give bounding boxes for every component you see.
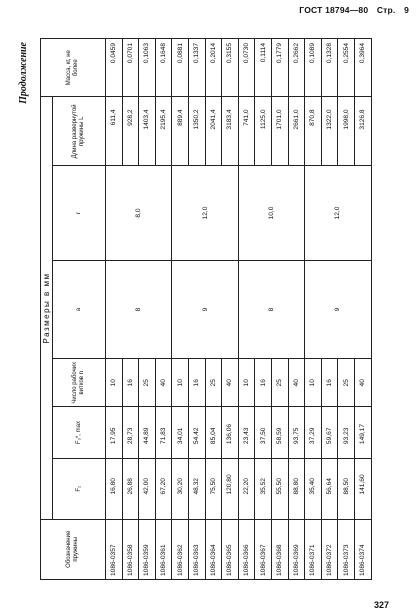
f1-cell: 26,88: [122, 459, 139, 519]
designation-cell: 1086-0362: [172, 519, 189, 579]
table-row: [305, 39, 322, 580]
designation-cell: 1086-0369: [288, 519, 305, 579]
mass-cell: 0,2014: [205, 39, 222, 97]
turns-cell: 25: [338, 359, 355, 407]
mass-cell: 0,1089: [305, 39, 322, 97]
designation-cell: 1086-0365: [222, 519, 239, 579]
f1-cell: 55,50: [271, 459, 288, 519]
r-cell: 12,0: [305, 166, 371, 260]
f1-cell: 35,52: [255, 459, 272, 519]
r-cell: 12,0: [172, 166, 238, 260]
length-cell: 1350,2: [188, 97, 205, 166]
mass-cell: 0,1063: [139, 39, 156, 97]
rotated-table-block: [18, 38, 400, 580]
mass-cell: 0,2662: [288, 39, 305, 97]
f3-cell: 28,73: [122, 407, 139, 459]
a-cell: 8: [106, 260, 172, 359]
f3-cell: 59,67: [321, 407, 338, 459]
designation-cell: 1086-0368: [271, 519, 288, 579]
a-cell: 8: [238, 260, 304, 359]
designation-cell: 1086-0361: [155, 519, 172, 579]
length-cell: 870,8: [305, 97, 322, 166]
mass-cell: 0,0730: [238, 39, 255, 97]
f3-cell: 93,23: [338, 407, 355, 459]
turns-cell: 16: [188, 359, 205, 407]
turns-cell: 40: [155, 359, 172, 407]
length-cell: 2661,0: [288, 97, 305, 166]
mass-cell: 0,1779: [271, 39, 288, 97]
page-header: [293, 5, 409, 15]
designation-cell: 1086-0357: [106, 519, 123, 579]
col-mass-header: Масса, кг, не более: [41, 39, 106, 97]
f3-cell: 149,17: [354, 407, 371, 459]
length-cell: 928,2: [122, 97, 139, 166]
length-cell: 611,4: [106, 97, 123, 166]
turns-cell: 16: [122, 359, 139, 407]
length-cell: 2195,4: [155, 97, 172, 166]
mass-cell: 0,1328: [321, 39, 338, 97]
col-length-header: Длина развернутой пружины L: [53, 97, 106, 166]
length-cell: 3183,4: [222, 97, 239, 166]
designation-cell: 1086-0373: [338, 519, 355, 579]
mass-cell: 0,1337: [188, 39, 205, 97]
mass-cell: 0,1114: [255, 39, 272, 97]
designation-cell: 1086-0358: [122, 519, 139, 579]
designation-cell: 1086-0359: [139, 519, 156, 579]
f3-cell: 54,42: [188, 407, 205, 459]
turns-cell: 40: [354, 359, 371, 407]
col-turns-header: Число рабочих витков n: [53, 359, 106, 407]
f1-cell: 42,00: [139, 459, 156, 519]
turns-cell: 10: [172, 359, 189, 407]
f1-cell: 141,60: [354, 459, 371, 519]
turns-cell: 40: [288, 359, 305, 407]
f1-cell: 88,50: [338, 459, 355, 519]
f1-cell: 67,20: [155, 459, 172, 519]
f1-cell: 35,40: [305, 459, 322, 519]
col-f1-header: F₁: [53, 459, 106, 519]
table-body: [106, 39, 372, 580]
length-cell: 3126,8: [354, 97, 371, 166]
page-number-bottom: 327: [373, 600, 389, 610]
page-label: Стр.: [376, 5, 396, 15]
f3-cell: 85,04: [205, 407, 222, 459]
mass-cell: 0,3964: [354, 39, 371, 97]
turns-cell: 25: [139, 359, 156, 407]
a-cell: 9: [172, 260, 238, 359]
f3-cell: 93,75: [288, 407, 305, 459]
length-cell: 1998,0: [338, 97, 355, 166]
length-cell: 1701,0: [271, 97, 288, 166]
mass-cell: 0,0881: [172, 39, 189, 97]
table-row: [172, 39, 189, 580]
mass-cell: 0,3155: [222, 39, 239, 97]
designation-cell: 1086-0366: [238, 519, 255, 579]
designation-cell: 1086-0363: [188, 519, 205, 579]
designation-cell: 1086-0371: [305, 519, 322, 579]
length-cell: 1322,0: [321, 97, 338, 166]
f1-cell: 48,32: [188, 459, 205, 519]
designation-cell: 1086-0367: [255, 519, 272, 579]
mass-cell: 0,0701: [122, 39, 139, 97]
designation-cell: 1086-0374: [354, 519, 371, 579]
turns-cell: 25: [271, 359, 288, 407]
col-r-header: r: [53, 166, 106, 260]
length-cell: 889,4: [172, 97, 189, 166]
f1-cell: 56,64: [321, 459, 338, 519]
f3-cell: 44,89: [139, 407, 156, 459]
page-number-top: 9: [404, 5, 409, 15]
group-header: Размеры в мм: [41, 97, 53, 519]
turns-cell: 25: [205, 359, 222, 407]
r-cell: 10,0: [238, 166, 304, 260]
f3-cell: 17,95: [106, 407, 123, 459]
turns-cell: 40: [222, 359, 239, 407]
dimensions-table: [40, 38, 372, 580]
f1-cell: 30,20: [172, 459, 189, 519]
mass-cell: 0,2554: [338, 39, 355, 97]
r-cell: 8,0: [106, 166, 172, 260]
f3-cell: 37,50: [255, 407, 272, 459]
f3-cell: 37,29: [305, 407, 322, 459]
turns-cell: 10: [238, 359, 255, 407]
length-cell: 1125,0: [255, 97, 272, 166]
f3-cell: 23,43: [238, 407, 255, 459]
turns-cell: 16: [255, 359, 272, 407]
col-designation-header: Обозначение пружины: [41, 519, 106, 579]
f1-cell: 75,50: [205, 459, 222, 519]
length-cell: 1403,4: [139, 97, 156, 166]
turns-cell: 16: [321, 359, 338, 407]
standard-code: ГОСТ 18794—80: [299, 5, 369, 15]
f1-cell: 88,80: [288, 459, 305, 519]
length-cell: 2041,4: [205, 97, 222, 166]
turns-cell: 10: [305, 359, 322, 407]
mass-cell: 0,0459: [106, 39, 123, 97]
length-cell: 741,0: [238, 97, 255, 166]
f1-cell: 16,80: [106, 459, 123, 519]
table-row: [106, 39, 123, 580]
f3-cell: 34,01: [172, 407, 189, 459]
mass-cell: 0,1648: [155, 39, 172, 97]
f3-cell: 71,83: [155, 407, 172, 459]
f3-cell: 58,59: [271, 407, 288, 459]
designation-cell: 1086-0364: [205, 519, 222, 579]
col-a-header: a: [53, 260, 106, 359]
continuation-label: Продолжение: [18, 42, 29, 104]
turns-cell: 10: [106, 359, 123, 407]
f1-cell: 22,20: [238, 459, 255, 519]
table-row: [238, 39, 255, 580]
f1-cell: 120,80: [222, 459, 239, 519]
f3-cell: 136,06: [222, 407, 239, 459]
a-cell: 9: [305, 260, 371, 359]
designation-cell: 1086-0372: [321, 519, 338, 579]
col-f3-header: F₃*, max: [53, 407, 106, 459]
